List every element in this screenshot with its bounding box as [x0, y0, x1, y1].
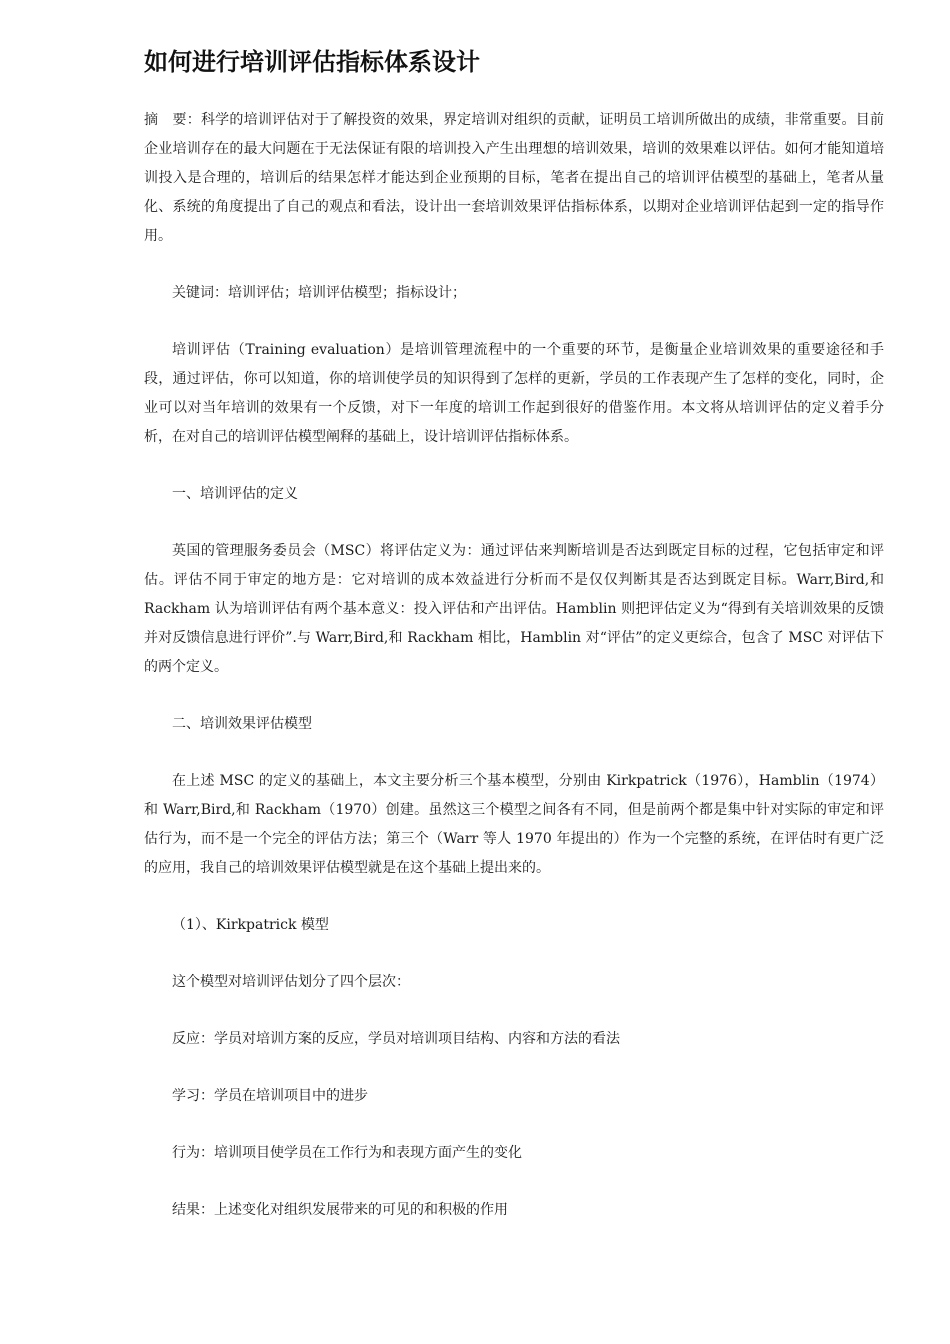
spacer	[144, 883, 884, 911]
level-item-learning: 学习：学员在培训项目中的进步	[172, 1088, 368, 1104]
spacer	[144, 997, 884, 1025]
spacer	[144, 251, 884, 279]
spacer	[144, 308, 884, 336]
kirkpatrick-intro: 这个模型对培训评估划分了四个层次：	[172, 974, 410, 990]
document-title: 如何进行培训评估指标体系设计	[144, 48, 480, 76]
definition-paragraph: 英国的管理服务委员会（MSC）将评估定义为：通过评估来判断培训是否达到既定目标的过程，它包括审定和评估。评估不同于审定的地方是：它对培训的成本效益进行分析而不是仅仅判断其是否达到既定目标。Warr,Bird,和Rackham 认为培训评估有两个基本意义：投入评估和产出评估。Hamblin 则把评估定义为“得到有关培训效果的反馈并对反馈信息进行评价”.与 Warr,Bird,和 Rackham 相比，Hamblin 对“评估”的定义更综合，包含了 MSC 对评估下的两个定义。	[144, 543, 884, 675]
section-heading-definition: 一、培训评估的定义	[172, 486, 298, 502]
spacer	[144, 739, 884, 767]
level-item-reaction: 反应：学员对培训方案的反应，学员对培训项目结构、内容和方法的看法	[172, 1031, 620, 1047]
spacer	[144, 452, 884, 480]
abstract-paragraph: 摘 要：科学的培训评估对于了解投资的效果，界定培训对组织的贡献，证明员工培训所做出的成绩，非常重要。目前企业培训存在的最大问题在于无法保证有限的培训投入产生出理想的培训效果，培训的效果难以评估。如何才能知道培训投入是合理的，培训后的结果怎样才能达到企业预期的目标，笔者在提出自己的培训评估模型的基础上，笔者从量化、系统的角度提出了自己的观点和看法，设计出一套培训效果评估指标体系，以期对企业培训评估起到一定的指导作用。	[144, 112, 884, 244]
spacer	[144, 1054, 884, 1082]
level-item-behavior: 行为：培训项目使学员在工作行为和表现方面产生的变化	[172, 1145, 522, 1161]
level-item-results: 结果：上述变化对组织发展带来的可见的和积极的作用	[172, 1202, 508, 1218]
spacer	[144, 1111, 884, 1139]
subsection-heading-kirkpatrick: （1）、Kirkpatrick 模型	[172, 917, 329, 933]
keywords-line: 关键词：培训评估；培训评估模型；指标设计；	[172, 285, 466, 301]
spacer	[144, 682, 884, 710]
models-paragraph: 在上述 MSC 的定义的基础上，本文主要分析三个基本模型，分别由 Kirkpatrick（1976），Hamblin（1974）和 Warr,Bird,和 Rackham（1970）创建。虽然这三个模型之间各有不同，但是前两个都是集中针对实际的审定和评估行为，而不是一个完全的评估方法；第三个（Warr 等人 1970 年提出的）作为一个完整的系统，在评估时有更广泛的应用，我自己的培训效果评估模型就是在这个基础上提出来的。	[144, 773, 884, 876]
section-heading-models: 二、培训效果评估模型	[172, 716, 312, 732]
intro-paragraph: 培训评估（Training evaluation）是培训管理流程中的一个重要的环节，是衡量企业培训效果的重要途径和手段，通过评估，你可以知道，你的培训使学员的知识得到了怎样的更新，学员的工作表现产生了怎样的变化，同时，企业可以对当年培训的效果有一个反馈，对下一年度的培训工作起到很好的借鉴作用。本文将从培训评估的定义着手分析，在对自己的培训评估模型阐释的基础上，设计培训评估指标体系。	[144, 342, 884, 445]
document-page	[144, 44, 884, 1225]
spacer	[144, 1168, 884, 1196]
spacer	[144, 940, 884, 968]
spacer	[144, 509, 884, 537]
